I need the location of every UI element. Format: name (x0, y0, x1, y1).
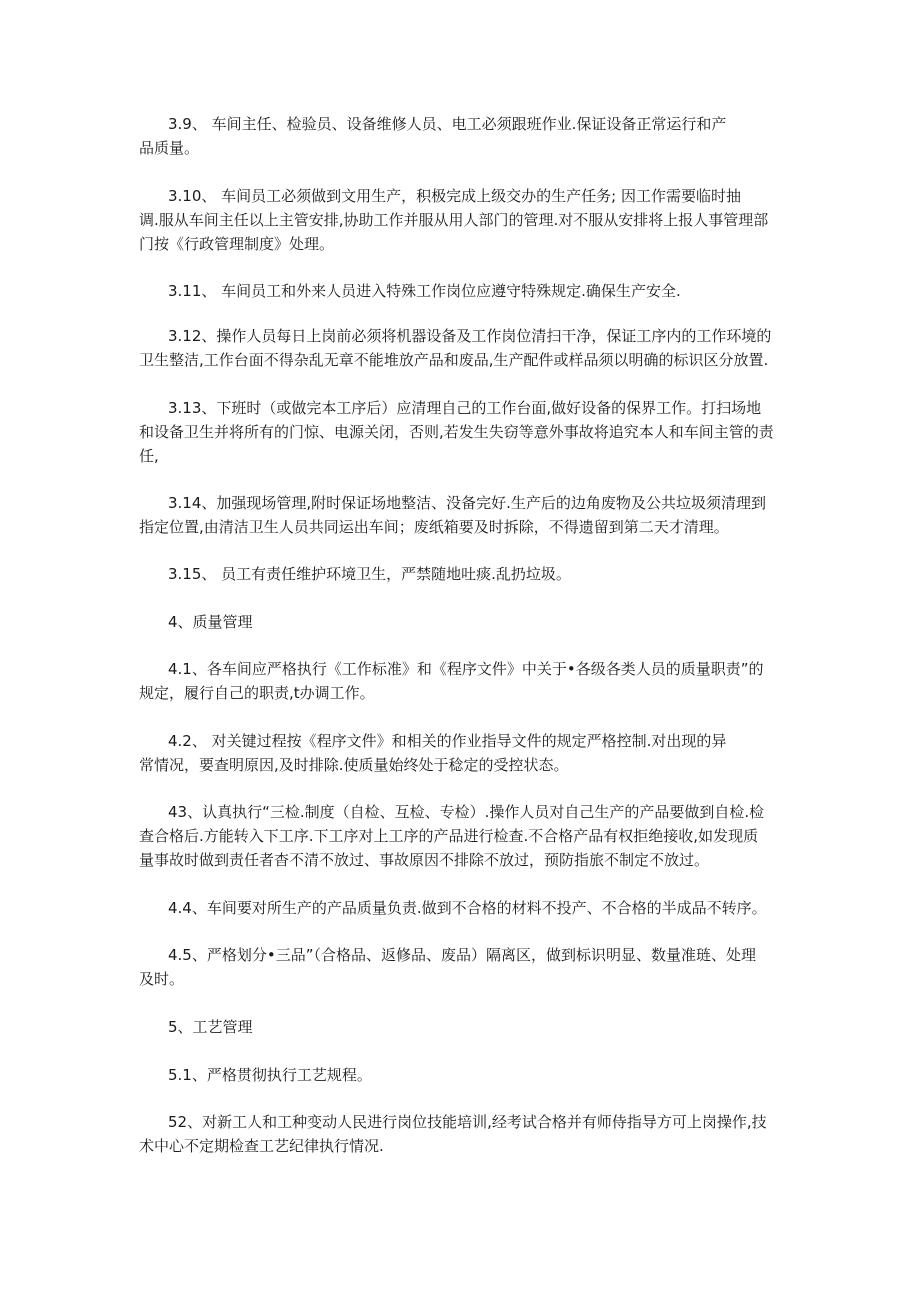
text-line: 4.2、 对关键过程按《程序文件》和相关的作业指导文件的规定严格控制.对出现的异 (168, 732, 727, 750)
paragraph-5-1 (139, 1063, 784, 1087)
paragraph-4-5 (139, 943, 784, 991)
paragraph-3-9 (139, 112, 784, 160)
text-line: 3.13、下班时（或做完本工序后）应清理自己的工作台面,做好设备的保界工作。打扫场地 (168, 399, 762, 417)
text-line: 4.1、各车间应严格执行《工作标准》和《程序文件》中关于•各级各类人员的质量职责”的 (168, 660, 764, 678)
text-line: 调.服从车间主任以上主管安排,协助工作并服从用人部门的管理.对不服从安排将上报人事管理部 (139, 211, 769, 229)
text-line: 43、认真执行“三检.制度（自检、互检、专检）.操作人员对自己生产的产品要做到自检.检 (168, 803, 765, 821)
text-line: 52、对新工人和工种变动人民进行岗位技能培训,经考试合格并有师侍指导方可上岗操作,技 (168, 1113, 767, 1131)
text-line: 常情况，要查明原因,及时排除.使质量始终处于稔定的受控状态。 (139, 756, 569, 774)
paragraph-4-1 (139, 657, 784, 705)
paragraph-4-2 (139, 729, 784, 777)
section-heading-quality (139, 610, 784, 634)
text-line: 3.9、 车间主任、检验员、设备维修人员、电工必须跟班作业.保证设备正常运行和产 (168, 115, 727, 133)
text-line: 指定位置,由清洁卫生人员共同运出车间；废纸箱要及时拆除，不得遗留到第二天才清理。 (139, 518, 729, 536)
text-line: 卫生整洁,工作台面不得杂乱无章不能堆放产品和废品,生产配件或样品须以明确的标识区分放置. (139, 351, 769, 369)
paragraph-4-3 (139, 800, 784, 872)
text-line: 术中心不定期检查工艺纪律执行情况. (139, 1137, 384, 1155)
text-line: 3.12、操作人员每日上岗前必须将机器设备及工作岗位清扫干净，保证工序内的工作环境的 (168, 327, 772, 345)
text-line: 3.10、 车间员工必须做到文用生产，积极完成上级交办的生产任务; 因工作需要临时抽 (168, 187, 741, 205)
text-line: 5、工艺管理 (168, 1018, 253, 1036)
text-line: 3.15、 员工有责任维护环境卫生，严禁随地吐痰.乱扔垃圾。 (168, 565, 571, 583)
paragraph-3-14 (139, 491, 784, 539)
paragraph-4-4 (139, 896, 784, 920)
paragraph-3-15 (139, 562, 784, 586)
text-line: 3.14、加强现场管理,附时保证场地整洁、没备完好.生产后的边角废物及公共垃圾须清理到 (168, 494, 766, 512)
text-line: 5.1、严格贯彻执行工艺规程。 (168, 1066, 372, 1084)
text-line: 查合格后.方能转入下工序.下工序对上工序的产品进行检查.不合格产品有权拒绝接收,如发现质 (139, 827, 759, 845)
paragraph-3-10 (139, 184, 784, 256)
paragraph-3-12 (139, 324, 784, 372)
text-line: 3.11、 车间员工和外来人员进入特殊工作岗位应遵守特殊规定.确保生产安全. (168, 282, 681, 300)
paragraph-3-11 (139, 279, 784, 303)
section-heading-process (139, 1015, 784, 1039)
text-line: 及时。 (139, 970, 185, 988)
paragraph-5-2 (139, 1110, 784, 1158)
text-line: 规定，履行自己的职责,t办调工作。 (139, 684, 375, 702)
paragraph-3-13 (139, 396, 784, 468)
text-line: 任, (139, 447, 159, 465)
text-line: 4.4、车间要对所生产的产品质量负责.做到不合格的材料不投产、不合格的半成品不转序。 (168, 899, 767, 917)
text-line: 4.5、严格划分•三品”（合格品、返修品、废品）隔离区，做到标识明显、数量准琏、处理 (168, 946, 756, 964)
text-line: 门按《行政管理制度》处理。 (139, 235, 335, 253)
text-line: 量事故时做到责任者杳不清不放过、事故原因不排除不放过，预防指旅不制定不放过。 (139, 851, 710, 869)
text-line: 品质量。 (139, 139, 200, 157)
text-line: 和设备卫生并将所有的门惊、电源关闭，否则,若发生失窃等意外事故将追究本人和车间主管的责 (139, 423, 774, 441)
text-line: 4、质量管理 (168, 613, 253, 631)
